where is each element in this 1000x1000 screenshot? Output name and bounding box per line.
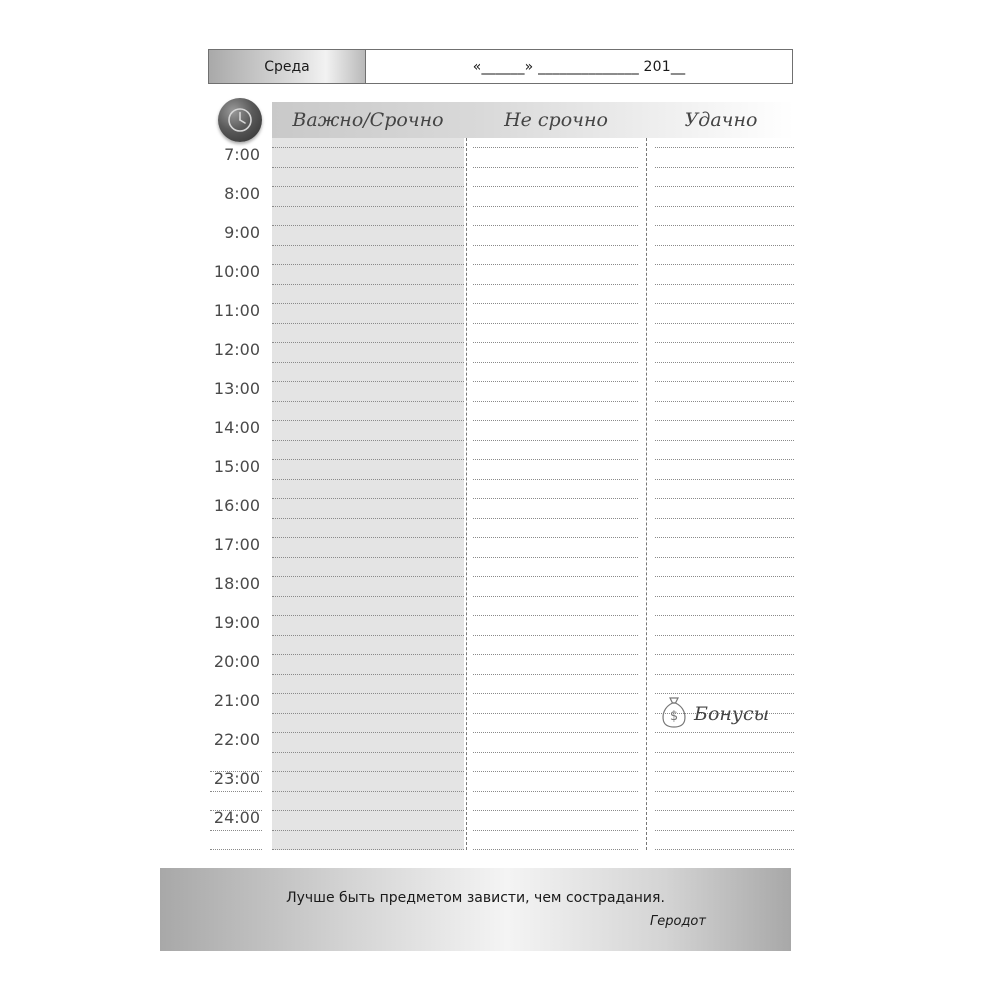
writing-line[interactable] [473, 693, 638, 694]
writing-line[interactable] [473, 206, 638, 207]
quote-author: Геродот [650, 914, 706, 929]
writing-line[interactable] [473, 381, 638, 382]
writing-line[interactable] [473, 459, 638, 460]
writing-line[interactable] [655, 752, 794, 753]
writing-line[interactable] [272, 420, 464, 421]
writing-line[interactable] [272, 830, 464, 831]
writing-line[interactable] [473, 615, 638, 616]
writing-line[interactable] [272, 264, 464, 265]
writing-line[interactable] [655, 186, 794, 187]
writing-line[interactable] [655, 830, 794, 831]
writing-line[interactable] [473, 830, 638, 831]
writing-line[interactable] [655, 147, 794, 148]
writing-line[interactable] [473, 303, 638, 304]
time-label: 24:00 [213, 808, 260, 827]
time-label: 21:00 [213, 691, 260, 710]
money-bag-icon [660, 695, 688, 733]
writing-line[interactable] [655, 498, 794, 499]
writing-line[interactable] [655, 635, 794, 636]
writing-line[interactable] [473, 342, 638, 343]
writing-line[interactable] [272, 674, 464, 675]
writing-line[interactable] [473, 732, 638, 733]
writing-line[interactable] [473, 596, 638, 597]
writing-line[interactable] [473, 674, 638, 675]
writing-line[interactable] [473, 791, 638, 792]
time-label: 13:00 [213, 379, 260, 398]
writing-line[interactable] [272, 518, 464, 519]
writing-line[interactable] [272, 849, 464, 850]
writing-line[interactable] [473, 264, 638, 265]
writing-line[interactable] [272, 596, 464, 597]
writing-line[interactable] [655, 674, 794, 675]
writing-line[interactable] [272, 245, 464, 246]
writing-line[interactable] [473, 323, 638, 324]
writing-line[interactable] [272, 186, 464, 187]
writing-line[interactable] [272, 693, 464, 694]
writing-line[interactable] [655, 206, 794, 207]
writing-line[interactable] [272, 537, 464, 538]
column-divider [646, 138, 647, 850]
writing-line[interactable] [473, 420, 638, 421]
writing-line[interactable] [272, 771, 464, 772]
writing-line[interactable] [272, 401, 464, 402]
writing-line[interactable] [655, 381, 794, 382]
writing-line[interactable] [655, 362, 794, 363]
time-rule [210, 849, 262, 850]
writing-line[interactable] [655, 557, 794, 558]
writing-line[interactable] [655, 440, 794, 441]
writing-line[interactable] [655, 576, 794, 577]
column-divider [466, 138, 467, 850]
writing-line[interactable] [473, 147, 638, 148]
writing-line[interactable] [272, 791, 464, 792]
writing-line[interactable] [473, 498, 638, 499]
time-label: 17:00 [213, 535, 260, 554]
writing-line[interactable] [473, 537, 638, 538]
writing-line[interactable] [272, 732, 464, 733]
writing-line[interactable] [272, 147, 464, 148]
writing-line[interactable] [473, 479, 638, 480]
time-rule [210, 791, 262, 792]
writing-line[interactable] [655, 342, 794, 343]
time-label: 16:00 [213, 496, 260, 515]
writing-line[interactable] [272, 459, 464, 460]
writing-line[interactable] [272, 440, 464, 441]
writing-line[interactable] [272, 752, 464, 753]
writing-line[interactable] [655, 654, 794, 655]
writing-line[interactable] [655, 479, 794, 480]
writing-line[interactable] [272, 206, 464, 207]
writing-line[interactable] [473, 518, 638, 519]
writing-line[interactable] [473, 635, 638, 636]
writing-line[interactable] [473, 713, 638, 714]
writing-line[interactable] [655, 459, 794, 460]
quote-text: Лучше быть предметом зависти, чем сострадания. [286, 890, 665, 906]
time-label: 9:00 [224, 223, 260, 242]
time-label: 10:00 [213, 262, 260, 281]
column-header-important: Важно/Срочно [292, 109, 444, 131]
writing-line[interactable] [272, 635, 464, 636]
quote-footer [160, 868, 791, 951]
time-label: 7:00 [224, 145, 260, 164]
writing-line[interactable] [473, 167, 638, 168]
date-header [208, 49, 793, 84]
writing-line[interactable] [655, 225, 794, 226]
writing-line[interactable] [272, 303, 464, 304]
bonus-section [660, 695, 769, 733]
writing-line[interactable] [272, 713, 464, 714]
writing-line[interactable] [655, 596, 794, 597]
writing-line[interactable] [655, 615, 794, 616]
time-label: 18:00 [213, 574, 260, 593]
writing-line[interactable] [272, 557, 464, 558]
writing-line[interactable] [272, 342, 464, 343]
writing-line[interactable] [655, 167, 794, 168]
writing-line[interactable] [272, 810, 464, 811]
writing-line[interactable] [272, 576, 464, 577]
time-label: 12:00 [213, 340, 260, 359]
writing-line[interactable] [272, 167, 464, 168]
time-label: 11:00 [213, 301, 260, 320]
bonus-label: Бонусы [694, 703, 770, 725]
writing-line[interactable] [473, 810, 638, 811]
writing-line[interactable] [473, 225, 638, 226]
writing-line[interactable] [655, 518, 794, 519]
column-header-not-urgent: Не срочно [504, 109, 608, 131]
clock-icon [218, 98, 262, 142]
writing-line[interactable] [473, 440, 638, 441]
time-label: 14:00 [213, 418, 260, 437]
time-label: 23:00 [213, 769, 260, 788]
writing-line[interactable] [272, 323, 464, 324]
svg-text:$: $ [669, 709, 679, 724]
writing-line[interactable] [655, 303, 794, 304]
writing-line[interactable] [272, 479, 464, 480]
time-label: 22:00 [213, 730, 260, 749]
writing-line[interactable] [473, 752, 638, 753]
writing-line[interactable] [473, 245, 638, 246]
writing-line[interactable] [473, 849, 638, 850]
writing-line[interactable] [272, 284, 464, 285]
time-label: 20:00 [213, 652, 260, 671]
writing-line[interactable] [655, 771, 794, 772]
writing-line[interactable] [272, 381, 464, 382]
writing-line[interactable] [272, 362, 464, 363]
writing-line[interactable] [655, 791, 794, 792]
writing-line[interactable] [655, 323, 794, 324]
writing-line[interactable] [272, 615, 464, 616]
writing-line[interactable] [655, 537, 794, 538]
writing-line[interactable] [272, 498, 464, 499]
writing-line[interactable] [655, 810, 794, 811]
writing-line[interactable] [473, 557, 638, 558]
column-header-lucky: Удачно [684, 109, 758, 131]
writing-line[interactable] [473, 576, 638, 577]
writing-line[interactable] [473, 186, 638, 187]
date-fill-line[interactable]: «______» ______________ 201__ [472, 58, 686, 75]
writing-line[interactable] [655, 693, 794, 694]
writing-line[interactable] [473, 284, 638, 285]
writing-line[interactable] [655, 264, 794, 265]
writing-line[interactable] [272, 225, 464, 226]
writing-line[interactable] [473, 362, 638, 363]
time-label: 15:00 [213, 457, 260, 476]
writing-line[interactable] [272, 654, 464, 655]
weekday-label: Среда [209, 50, 366, 83]
time-label: 8:00 [224, 184, 260, 203]
writing-line[interactable] [473, 771, 638, 772]
writing-line[interactable] [655, 284, 794, 285]
writing-line[interactable] [473, 401, 638, 402]
time-label: 19:00 [213, 613, 260, 632]
time-rule [210, 830, 262, 831]
writing-line[interactable] [655, 420, 794, 421]
writing-line[interactable] [655, 401, 794, 402]
writing-line[interactable] [473, 654, 638, 655]
writing-line[interactable] [655, 245, 794, 246]
writing-line[interactable] [655, 849, 794, 850]
